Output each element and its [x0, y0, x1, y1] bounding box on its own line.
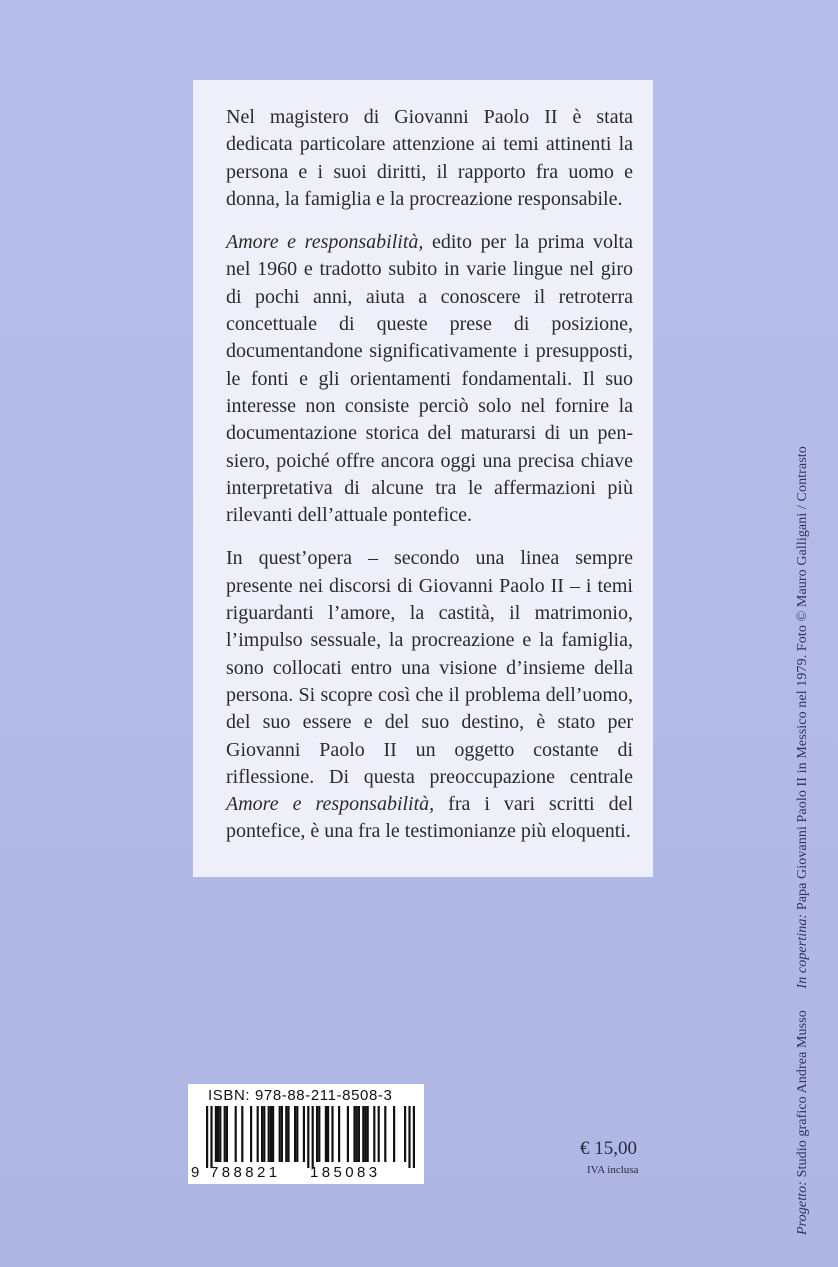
barcode-bars: [188, 1106, 424, 1168]
barcode-bar: [327, 1106, 329, 1162]
book-title-italic: Amore e responsabilità,: [226, 231, 424, 254]
barcode-bar: [364, 1106, 366, 1162]
barcode-bar: [378, 1106, 380, 1162]
isbn-barcode: [188, 1084, 424, 1184]
vat-note: IVA inclusa: [587, 1164, 639, 1176]
project-value: Studio grafico Andrea Musso: [795, 1010, 810, 1181]
barcode-bar: [261, 1106, 263, 1162]
blurb-panel: [193, 80, 653, 877]
project-label: Progetto:: [795, 1180, 810, 1235]
barcode-bar: [404, 1106, 406, 1162]
barcode-bar: [235, 1106, 237, 1162]
barcode-bar: [279, 1106, 281, 1162]
barcode-bar: [224, 1106, 226, 1162]
blurb-text: [226, 104, 633, 846]
design-photo-credit: [795, 446, 811, 1235]
barcode-bar: [217, 1106, 219, 1162]
price: € 15,00: [580, 1138, 637, 1159]
barcode-bar: [367, 1106, 369, 1162]
barcode-bar: [210, 1106, 212, 1168]
barcode-digits-right: 185083: [310, 1164, 381, 1181]
barcode-bar: [206, 1106, 208, 1168]
barcode-bar: [219, 1106, 221, 1162]
barcode-bar: [408, 1106, 410, 1168]
barcode-bar: [268, 1106, 270, 1162]
barcode-bar: [285, 1106, 287, 1162]
barcode-bar: [325, 1106, 327, 1162]
cover-label: In copertina:: [795, 913, 810, 989]
blurb-paragraph-1-text: Nel magistero di Giovanni Paolo II è stata dedicata particolare attenzione ai temi attinenti la persona e i suoi diritti, il rapporto fra uomo e donna, la famiglia e la procreazione responsabile.: [226, 106, 633, 210]
barcode-bar: [287, 1106, 289, 1162]
blurb-paragraph-1: [226, 104, 633, 213]
barcode-bar: [356, 1106, 358, 1162]
barcode-bar: [393, 1106, 395, 1162]
barcode-bar: [250, 1106, 252, 1162]
book-title-italic: Amore e responsabilità,: [226, 793, 435, 816]
barcode-digit-first: 9: [191, 1164, 200, 1181]
barcode-bar: [316, 1106, 318, 1162]
barcode-bar: [215, 1106, 217, 1162]
barcode-bar: [413, 1106, 415, 1168]
barcode-bar: [281, 1106, 283, 1162]
isbn-label: ISBN: 978-88-211-8508-3: [208, 1087, 393, 1104]
barcode-bar: [226, 1106, 228, 1162]
blurb-paragraph-2: [226, 229, 633, 529]
barcode-bar: [294, 1106, 296, 1162]
barcode-bar: [358, 1106, 360, 1162]
barcode-bar: [303, 1106, 305, 1162]
barcode-bar: [241, 1106, 243, 1162]
barcode-bar: [272, 1106, 274, 1162]
blurb-paragraph-2-text: edito per la prima volta nel 1960 e tradotto subito in varie lingue nel giro di pochi anni, aiuta a conoscere il retroterra concettuale di queste prese di posizione, documentandone significativamente i presupposti, le fonti e gli orientamenti fondamentali. Il suo interesse non consiste perciò solo nel fornire la documentazione storica del maturarsi di un pensiero, poiché offre ancora oggi una precisa chiave interpretativa di alcune tra le affermazioni più rilevanti dell’attuale pontefice.: [226, 231, 633, 527]
blurb-paragraph-3: [226, 545, 633, 845]
barcode-bar: [362, 1106, 364, 1162]
blurb-paragraph-3-end: fra i vari scritti del pontefice, è una fra le testimonianze più eloquenti.: [226, 793, 633, 843]
barcode-bar: [312, 1106, 314, 1168]
barcode-bar: [331, 1106, 333, 1162]
barcode-bar: [318, 1106, 320, 1162]
barcode-bar: [353, 1106, 355, 1162]
barcode-bar: [384, 1106, 386, 1162]
barcode-bar: [307, 1106, 309, 1168]
blurb-paragraph-3-start: In quest’opera – secondo una linea sempre presente nei discorsi di Giovanni Paolo II – i temi riguardanti l’amore, la castità, il matrimonio, l’impulso sessuale, la procreazione e la famiglia, sono collocati entro una visione d’insieme della persona. Si scopre così che il problema dell’uomo, del suo essere e del suo destino, è stato per Giovanni Paolo II un oggetto costante di riflessione. Di questa preoccupazione centrale: [226, 547, 633, 788]
barcode-bar: [373, 1106, 375, 1162]
barcode-bar: [270, 1106, 272, 1162]
barcode-bar: [338, 1106, 340, 1162]
barcode-bar: [257, 1106, 259, 1162]
barcode-bar: [296, 1106, 298, 1162]
barcode-digits-left: 788821: [210, 1164, 281, 1181]
barcode-bar: [347, 1106, 349, 1162]
barcode-digits: [188, 1164, 424, 1184]
cover-value: Papa Giovanni Paolo II in Messico nel 1979. Foto © Mauro Galligani / Contrasto: [795, 446, 810, 914]
barcode-bar: [263, 1106, 265, 1162]
